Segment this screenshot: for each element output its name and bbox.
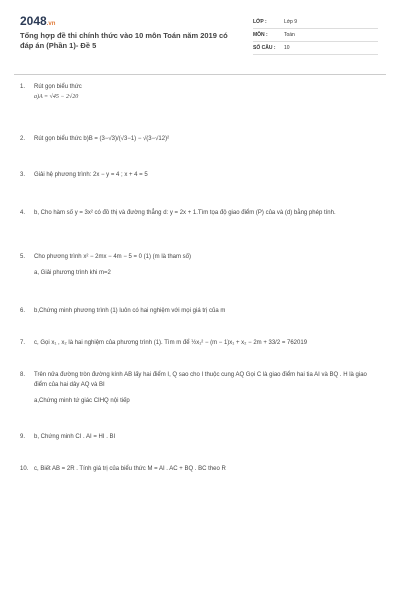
question-text: Rút gọn biểu thức	[34, 84, 82, 90]
meta-label: LỚP :	[253, 19, 267, 25]
question-number: 10.	[20, 466, 29, 472]
question-number: 7.	[20, 340, 26, 346]
question-7	[20, 338, 380, 348]
meta-value: Lớp 9	[284, 19, 298, 25]
question-formula: a)A = √45 − 2√20	[34, 94, 79, 100]
meta-row-class	[253, 16, 378, 29]
question-subpart: a,Chứng minh tứ giác CIHQ nội tiếp	[34, 398, 130, 404]
question-number: 8.	[20, 372, 26, 378]
question-text: Trên nửa đường tròn đường kính AB lấy hai điểm I, Q sao cho I thuộc cung AQ Gọi C là giao điểm hai tia AI và BQ . H là giao điểm của hai dây AQ và BI	[34, 372, 367, 388]
question-number: 1.	[20, 84, 26, 90]
meta-value: 10	[284, 45, 290, 51]
question-number: 3.	[20, 172, 26, 178]
question-text: b,Chứng minh phương trình (1) luôn có hai nghiệm với mọi giá trị của m	[34, 308, 226, 314]
logo-suffix: .vn	[46, 21, 56, 27]
question-1	[20, 82, 380, 102]
meta-label: MÔN :	[253, 32, 268, 38]
question-6	[20, 306, 380, 316]
question-text: b, Cho hàm số y = 3x² có đồ thị và đường thẳng d: y = 2x + 1.Tìm tọa độ giao điểm (P) của và (d) bằng phép tính.	[34, 210, 336, 216]
question-number: 9.	[20, 434, 26, 440]
question-9	[20, 432, 380, 442]
question-3	[20, 170, 380, 180]
page-title: Tổng hợp đề thi chính thức vào 10 môn Toán năm 2019 có đáp án (Phần 1)- Đề 5	[20, 31, 228, 50]
question-number: 2.	[20, 136, 26, 142]
question-number: 4.	[20, 210, 26, 216]
question-number: 6.	[20, 308, 26, 314]
question-8	[20, 370, 380, 406]
question-10	[20, 464, 380, 474]
question-text: Giải hệ phương trình: 2x − y = 4 ; x + 4 = 5	[34, 172, 148, 178]
question-number: 5.	[20, 254, 26, 260]
question-text: b, Chứng minh CI . AI = HI . BI	[34, 434, 116, 440]
meta-row-subject	[253, 29, 378, 42]
question-4	[20, 208, 380, 218]
question-text: Cho phương trình x² − 2mx − 4m − 5 = 0 (1) (m là tham số)	[34, 254, 192, 260]
question-2	[20, 134, 380, 144]
meta-value: Toán	[284, 32, 295, 38]
meta-label: SỐ CÂU :	[253, 45, 276, 51]
question-text: c, Biết AB = 2R . Tính giá trị của biểu thức M = AI . AC + BQ . BC theo R	[34, 466, 226, 472]
question-5	[20, 252, 380, 278]
logo-text: 2048	[20, 14, 47, 28]
meta-table	[253, 16, 378, 55]
site-logo[interactable]	[20, 14, 55, 28]
meta-row-count	[253, 42, 378, 55]
question-text: c, Gọi x₁ , x₂ là hai nghiệm của phương trình (1). Tìm m để ½x₁² − (m − 1)x₁ + x₂ − 2m + 33/2 = 762019	[34, 340, 308, 346]
question-subpart: a, Giải phương trình khi m=2	[34, 270, 111, 276]
divider	[14, 74, 386, 75]
question-text: Rút gọn biểu thức b)B = (3−√3)/(√3−1) − √(3−√12)²	[34, 136, 170, 142]
